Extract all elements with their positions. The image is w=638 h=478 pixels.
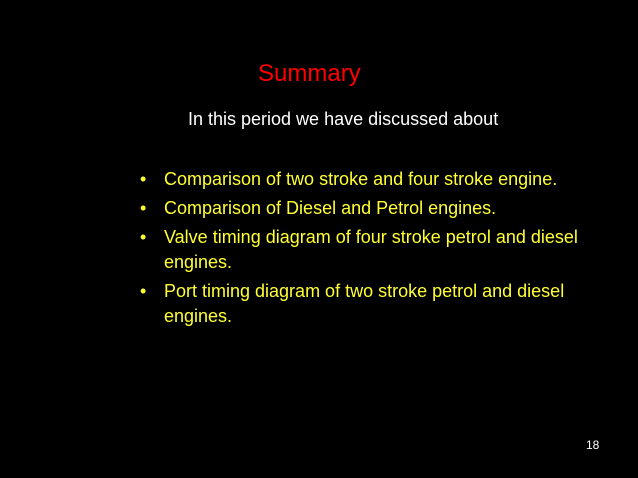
bullet-item	[140, 167, 635, 192]
bullet-icon: •	[140, 169, 147, 189]
bullet-text: Comparison of Diesel and Petrol engines.	[164, 198, 497, 218]
bullet-icon: •	[140, 227, 147, 247]
bullet-text: Port timing diagram of two stroke petrol and diesel engines.	[164, 281, 565, 326]
bullet-item	[140, 196, 635, 221]
bullet-item	[140, 279, 635, 329]
bullet-text: Valve timing diagram of four stroke petrol and diesel engines.	[164, 227, 578, 272]
bullet-icon: •	[140, 281, 147, 301]
bullet-text: Comparison of two stroke and four stroke engine.	[164, 169, 558, 189]
bullet-item	[140, 225, 635, 275]
bullet-list	[140, 167, 635, 333]
slide-subtitle: In this period we have discussed about	[188, 109, 499, 129]
bullet-icon: •	[140, 198, 147, 218]
slide-title: Summary	[258, 60, 361, 87]
page-number: 18	[586, 438, 600, 452]
